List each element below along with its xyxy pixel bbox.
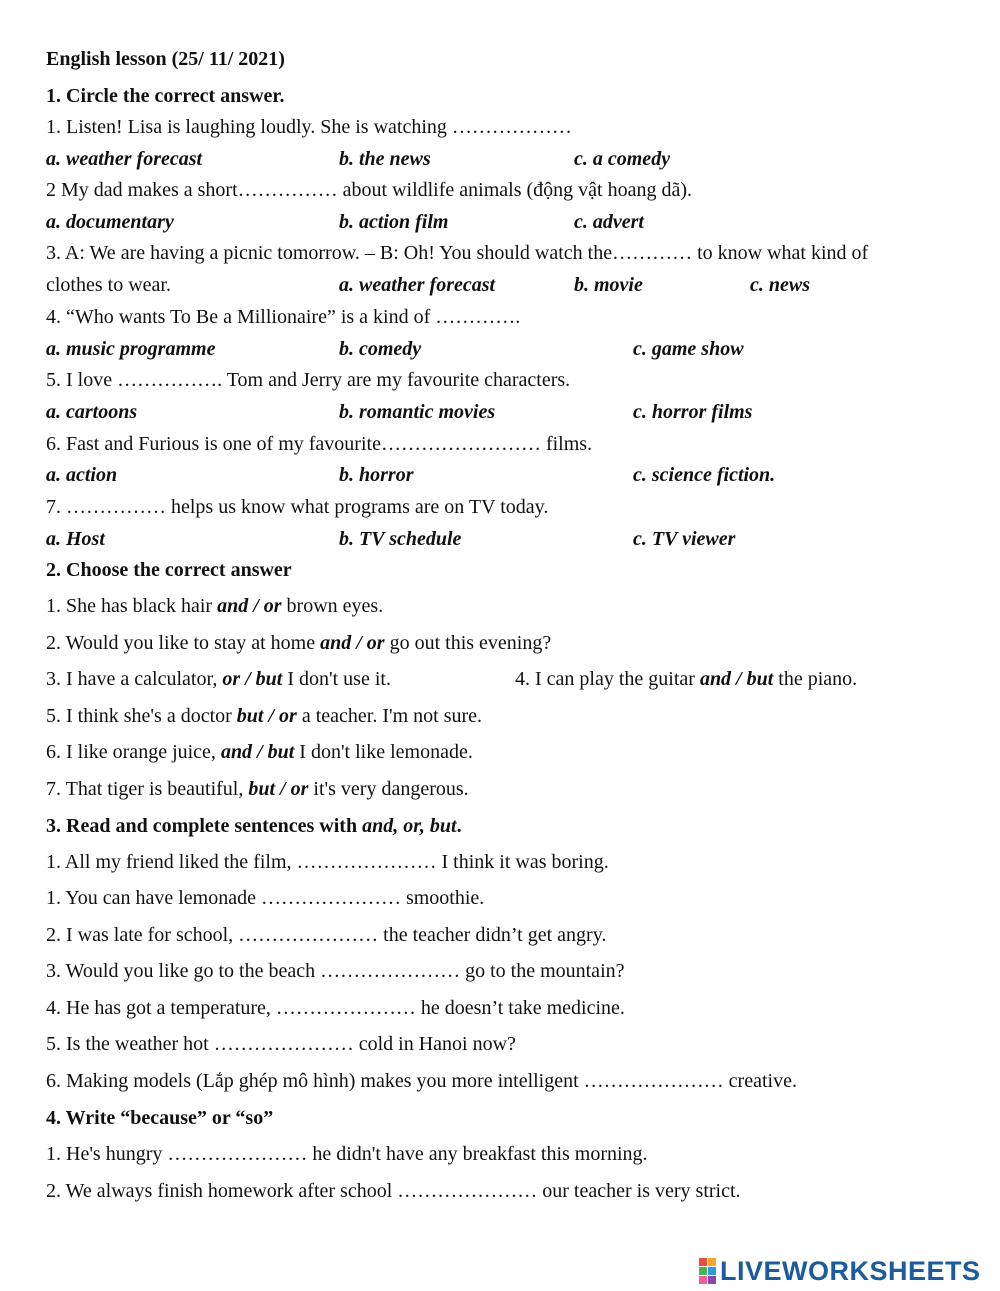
s1-q5-option-a[interactable]: a. cartoons — [46, 401, 138, 423]
s1-q4-options — [46, 337, 946, 361]
s1-q6-option-b[interactable]: b. horror — [339, 464, 414, 486]
s2-q1-post: brown eyes. — [281, 595, 384, 617]
s1-q1-text: 1. Listen! Lisa is laughing loudly. She is watching ……………… — [46, 116, 572, 138]
section-4-heading: 4. Write “because” or “so” — [46, 1107, 274, 1129]
s2-q3-pre: 3. I have a calculator, — [46, 668, 223, 690]
s1-q5-text: 5. I love ……………. Tom and Jerry are my favourite characters. — [46, 369, 571, 391]
s1-q1-options — [46, 147, 946, 171]
s1-q1-option-b[interactable]: b. the news — [339, 148, 431, 170]
s3-line: 4. He has got a temperature, ………………… he doesn’t take medicine. — [46, 997, 625, 1019]
logo-square — [699, 1267, 707, 1275]
s3-line: 5. Is the weather hot ………………… cold in Hanoi now? — [46, 1033, 516, 1055]
liveworksheets-logo-icon — [699, 1258, 716, 1284]
s2-q1-choice[interactable]: and / or — [217, 595, 282, 617]
s1-q2-option-c[interactable]: c. advert — [574, 211, 644, 233]
s1-q4-option-a[interactable]: a. music programme — [46, 338, 216, 360]
s1-q6-option-c[interactable]: c. science fiction. — [633, 464, 776, 486]
s2-q6-post: I don't like lemonade. — [294, 741, 473, 763]
s2-q1-pre: 1. She has black hair — [46, 595, 218, 617]
s1-q5-option-c[interactable]: c. horror films — [633, 401, 753, 423]
s3-heading-pre: 3. Read and complete sentences with — [46, 815, 363, 837]
logo-square — [699, 1276, 707, 1284]
s1-q2-text: 2 My dad makes a short…………… about wildlife animals (động vật hoang dã). — [46, 179, 692, 201]
s2-q4-pre: 4. I can play the guitar — [515, 668, 700, 690]
logo-square — [708, 1258, 716, 1266]
s2-q2-pre: 2. Would you like to stay at home — [46, 632, 321, 654]
s2-q4 — [515, 667, 857, 691]
s3-heading-words: and, or, but — [362, 815, 457, 837]
s1-q3-option-c[interactable]: c. news — [750, 274, 810, 296]
s1-q5-option-b[interactable]: b. romantic movies — [339, 401, 496, 423]
s2-q2-post: go out this evening? — [384, 632, 552, 654]
logo-square — [708, 1276, 716, 1284]
s2-q3-post: I don't use it. — [282, 668, 391, 690]
s2-q4-post: the piano. — [773, 668, 858, 690]
section-1-heading: 1. Circle the correct answer. — [46, 85, 285, 107]
s1-q7-option-c[interactable]: c. TV viewer — [633, 528, 736, 550]
lesson-title: English lesson (25/ 11/ 2021) — [46, 48, 285, 70]
s1-q7-options — [46, 527, 946, 551]
s2-q5 — [46, 704, 482, 728]
s1-q2-option-a[interactable]: a. documentary — [46, 211, 174, 233]
s2-q3-choice[interactable]: or / but — [222, 668, 283, 690]
s3-line: 2. I was late for school, ………………… the teacher didn’t get angry. — [46, 924, 607, 946]
s1-q1-option-a[interactable]: a. weather forecast — [46, 148, 203, 170]
s1-q6-options — [46, 463, 946, 487]
s1-q4-text: 4. “Who wants To Be a Millionaire” is a kind of …………. — [46, 306, 521, 328]
s2-q2 — [46, 631, 551, 655]
s1-q2-option-b[interactable]: b. action film — [339, 211, 449, 233]
s2-q3 — [46, 667, 391, 691]
s3-line: 1. All my friend liked the film, ………………… I think it was boring. — [46, 851, 609, 873]
s2-q5-post: a teacher. I'm not sure. — [296, 705, 483, 727]
s2-q5-choice[interactable]: but / or — [236, 705, 297, 727]
s1-q2-options — [46, 210, 946, 234]
logo-square — [699, 1258, 707, 1266]
s4-line: 2. We always finish homework after school ………………… our teacher is very strict. — [46, 1180, 741, 1202]
s3-line: 6. Making models (Lắp ghép mô hình) makes you more intelligent ………………… creative. — [46, 1070, 797, 1092]
section-3-heading — [46, 814, 462, 838]
liveworksheets-logo — [699, 1256, 981, 1286]
s2-q5-pre: 5. I think she's a doctor — [46, 705, 237, 727]
logo-square — [708, 1267, 716, 1275]
s2-q6-pre: 6. I like orange juice, — [46, 741, 221, 763]
s1-q4-option-b[interactable]: b. comedy — [339, 338, 422, 360]
s1-q3-options — [46, 273, 946, 297]
s1-q6-option-a[interactable]: a. action — [46, 464, 118, 486]
s2-q6 — [46, 740, 473, 764]
s3-heading-end: . — [456, 815, 462, 837]
s1-q3-option-b[interactable]: b. movie — [574, 274, 643, 296]
s4-line: 1. He's hungry ………………… he didn't have any breakfast this morning. — [46, 1143, 648, 1165]
s2-q7-choice[interactable]: but / or — [248, 778, 309, 800]
s1-q5-options — [46, 400, 946, 424]
section-2-heading: 2. Choose the correct answer — [46, 559, 292, 581]
s1-q7-text: 7. …………… helps us know what programs are on TV today. — [46, 496, 549, 518]
s2-q7-pre: 7. That tiger is beautiful, — [46, 778, 249, 800]
s2-q7-post: it's very dangerous. — [308, 778, 469, 800]
logo-text: LIVEWORKSHEETS — [720, 1255, 981, 1286]
s1-q3-option-a[interactable]: a. weather forecast — [339, 274, 496, 296]
s3-line: 3. Would you like go to the beach ………………… go to the mountain? — [46, 960, 625, 982]
s2-q1 — [46, 594, 383, 618]
s1-q7-option-b[interactable]: b. TV schedule — [339, 528, 462, 550]
s1-q4-option-c[interactable]: c. game show — [633, 338, 744, 360]
s1-q7-option-a[interactable]: a. Host — [46, 528, 105, 550]
s2-q7 — [46, 777, 469, 801]
s2-q2-choice[interactable]: and / or — [320, 632, 385, 654]
s3-line: 1. You can have lemonade ………………… smoothie. — [46, 887, 485, 909]
s1-q3-text: 3. A: We are having a picnic tomorrow. – B: Oh! You should watch the………… to know what kind of — [46, 242, 869, 264]
s2-q4-choice[interactable]: and / but — [699, 668, 774, 690]
s1-q6-text: 6. Fast and Furious is one of my favourite…………………… films. — [46, 433, 593, 455]
s1-q3-text-cont: clothes to wear. — [46, 274, 171, 296]
s1-q1-option-c[interactable]: c. a comedy — [574, 148, 671, 170]
s2-q6-choice[interactable]: and / but — [220, 741, 295, 763]
